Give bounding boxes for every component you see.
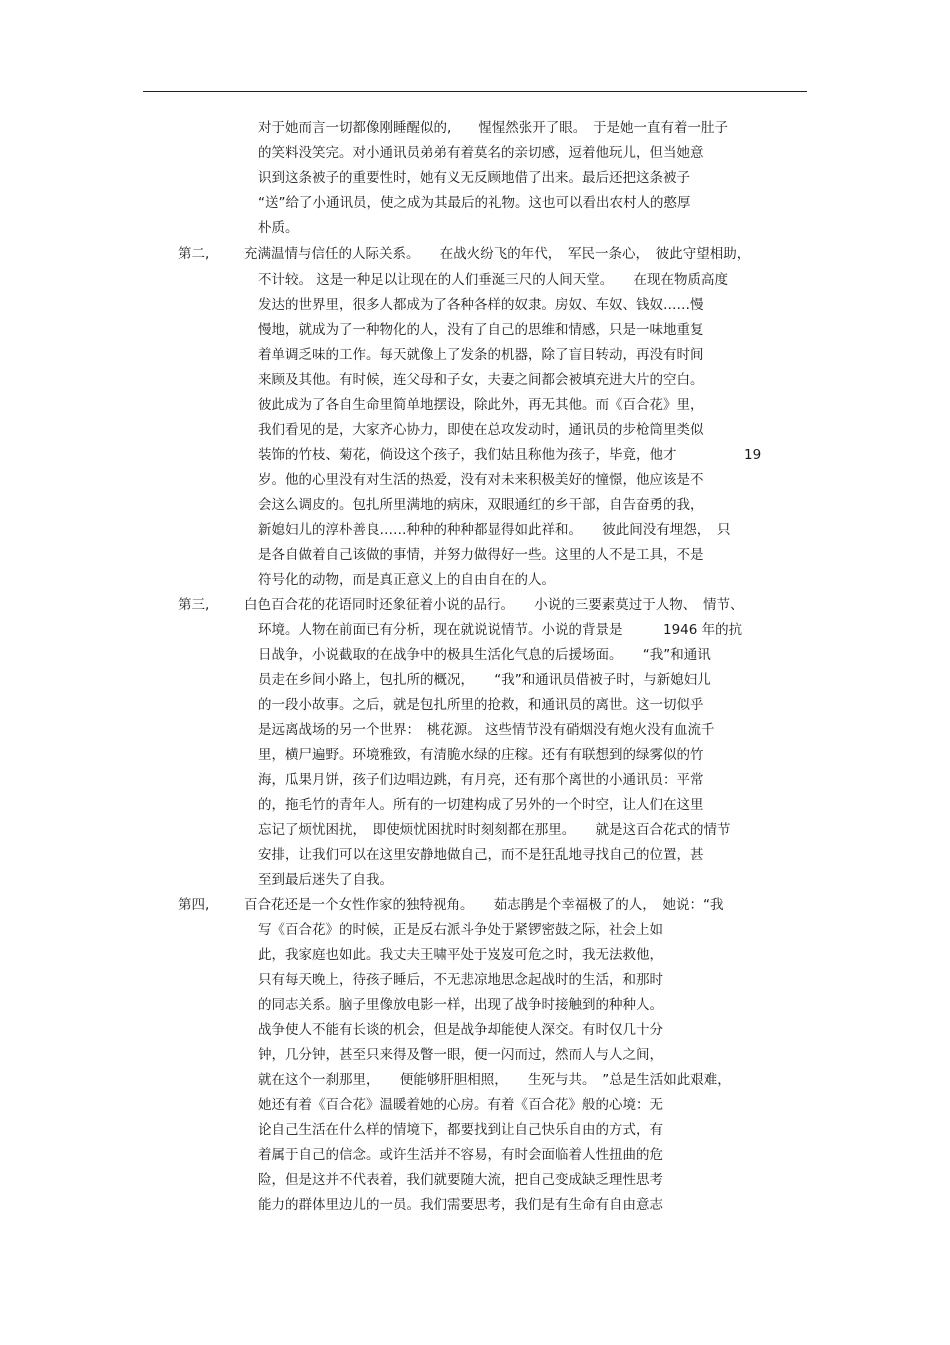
text-line: 论自己生活在什么样的情境下，都要找到让自己快乐自由的方式，有 [258, 1122, 663, 1138]
section-heading-line: 充满温情与信任的人际关系。 在战火纷飞的年代， 军民一条心， 彼此守望相助， [244, 246, 751, 262]
text-line: 我们看见的是，大家齐心协力，即使在总攻发动时，通讯员的步枪筒里类似 [258, 422, 704, 438]
text-line: 彼此成为了各自生命里简单地摆设，除此外，再无其他。而《百合花》里， [258, 397, 704, 413]
text-line: 慢地，就成为了一种物化的人，没有了自己的思维和情感，只是一味地重复 [258, 322, 704, 338]
text-line: 的，拖毛竹的青年人。所有的一切建构成了另外的一个时空，让人们在这里 [258, 797, 704, 813]
text-line: 能力的群体里边儿的一员。我们需要思考，我们是有生命有自由意志 [258, 1197, 663, 1213]
text-line: 至到最后迷失了自我。 [258, 872, 393, 888]
text-line: 的一段小故事。之后，就是包扎所里的抢救，和通讯员的离世。这一切似乎 [258, 697, 704, 713]
text-line: 是远离战场的另一个世界： 桃花源。 这些情节没有硝烟没有炮火没有血流千 [258, 722, 715, 738]
text-line: 对于她而言一切都像刚睡醒似的, 惺惺然张开了眼。 于是她一直有着一肚子 [258, 120, 729, 136]
text-line: 是各自做着自己该做的事情，并努力做得好一些。这里的人不是工具，不是 [258, 547, 704, 563]
text-line: 只有每天晚上，待孩子睡后，不无悲凉地思念起战时的生活，和那时 [258, 972, 663, 988]
text-line: 就在这个一刹那里， 便能够肝胆相照， 生死与共。 ”总是生活如此艰难， [258, 1072, 731, 1088]
section-label: 第二, [178, 246, 210, 262]
text-line: 险，但是这并不代表着，我们就要随大流，把自己变成缺乏理性思考 [258, 1172, 663, 1188]
text-line: 海，瓜果月饼，孩子们边唱边跳，有月亮，还有那个离世的小通讯员：平常 [258, 772, 704, 788]
text-line: 岁。他的心里没有对生活的热爱，没有对未来积极美好的憧憬，他应该是不 [258, 472, 704, 488]
text-line: 新媳妇儿的淳朴善良……种种的种种都显得如此祥和。 彼此间没有埋怨， 只 [258, 522, 731, 538]
text-line: 忘记了烦忧困扰， 即使烦忧困扰时时刻刻都在那里。 就是这百合花式的情节 [258, 822, 731, 838]
section-label: 第三, [178, 597, 210, 613]
text-line: 朴质。 [258, 220, 299, 236]
text-line: 识到这条被子的重要性时，她有义无反顾地借了出来。最后还把这条被子 [258, 170, 690, 186]
text-line: 里，横尸遍野。环境雅致，有清脆水绿的庄稼。还有有联想到的绿雾似的竹 [258, 747, 704, 763]
text-line: 此，我家庭也如此。我丈夫王啸平处于岌岌可危之时，我无法救他， [258, 947, 663, 963]
text-line: 写《百合花》的时候，正是反右派斗争处于紧锣密鼓之际，社会上如 [258, 922, 663, 938]
text-line: 环境。人物在前面已有分析，现在就说说情节。小说的背景是 1946 年的抗 [258, 622, 743, 638]
text-line: 钟，几分钟，甚至只来得及瞥一眼，便一闪而过，然而人与人之间， [258, 1047, 663, 1063]
text-line: 着属于自己的信念。或许生活并不容易，有时会面临着人性扭曲的危 [258, 1147, 663, 1163]
text-line: 着单调乏味的工作。每天就像上了发条的机器，除了盲目转动，再没有时间 [258, 347, 704, 363]
text-line: 的笑料没笑完。对小通讯员弟弟有着莫名的亲切感，逗着他玩儿，但当她意 [258, 145, 704, 161]
text-line: 日战争，小说截取的在战争中的极具生活化气息的后援场面。 “我”和通讯 [258, 647, 711, 663]
text-line: 不计较。 这是一种足以让现在的人们垂涎三尺的人间天堂。 在现在物质高度 [258, 272, 729, 288]
text-line: 战争使人不能有长谈的机会，但是战争却能使人深交。有时仅几十分 [258, 1022, 663, 1038]
text-line: 员走在乡间小路上，包扎所的概况， “我”和通讯员借被子时，与新媳妇儿 [258, 672, 711, 688]
section-heading-line: 白色百合花的花语同时还象征着小说的品行。 小说的三要素莫过于人物、 情节、 [244, 597, 744, 613]
text-line: 的同志关系。脑子里像放电影一样，出现了战争时接触到的种种人。 [258, 997, 663, 1013]
header-rule [143, 91, 807, 92]
text-line: 发达的世界里，很多人都成为了各种各样的奴隶。房奴、车奴、钱奴……慢 [258, 297, 704, 313]
text-line: 会这么调皮的。包扎所里满地的病床，双眼通红的乡干部，自告奋勇的我， [258, 497, 704, 513]
section-label: 第四, [178, 897, 210, 913]
text-line: 她还有着《百合花》温暖着她的心房。有着《百合花》般的心境：无 [258, 1097, 663, 1113]
text-line: 装饰的竹枝、菊花，倘设这个孩子，我们姑且称他为孩子，毕竟，他才 19 [258, 447, 762, 463]
text-line: 来顾及其他。有时候，连父母和子女，夫妻之间都会被填充进大片的空白。 [258, 372, 704, 388]
text-line: 符号化的动物，而是真正意义上的自由自在的人。 [258, 572, 555, 588]
section-heading-line: 百合花还是一个女性作家的独特视角。 茹志鹃是个幸福极了的人， 她说：“我 [244, 897, 724, 913]
text-line: 安排，让我们可以在这里安静地做自己，而不是狂乱地寻找自己的位置，甚 [258, 847, 704, 863]
text-line: “送”给了小通讯员，使之成为其最后的礼物。这也可以看出农村人的憨厚 [258, 195, 691, 211]
